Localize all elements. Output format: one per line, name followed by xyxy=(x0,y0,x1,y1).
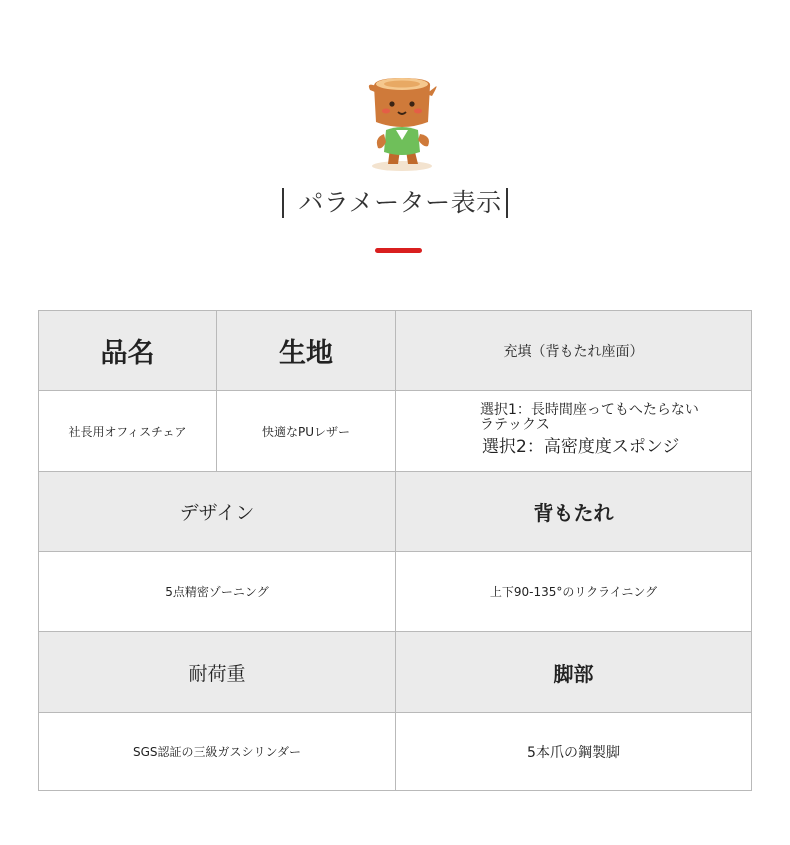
fabric-label: 生地 xyxy=(217,311,396,391)
parameter-table xyxy=(38,310,752,791)
filling-option-2: 選択2：高密度度スポンジ xyxy=(482,437,680,457)
backrest-label: 背もたれ xyxy=(396,472,751,552)
page-title: パラメーター表示 xyxy=(282,188,507,218)
load-label: 耐荷重 xyxy=(39,632,396,713)
title-underline xyxy=(375,248,422,253)
legs-value: 5本爪の鋼製脚 xyxy=(396,713,751,790)
title-container xyxy=(0,188,790,218)
design-label: デザイン xyxy=(39,472,396,552)
product-name-label: 品名 xyxy=(39,311,217,391)
filling-options xyxy=(396,391,751,472)
fabric-value: 快適なPUレザー xyxy=(217,391,396,472)
design-value: 5点精密ゾーニング xyxy=(39,552,396,632)
mascot-icon xyxy=(362,76,442,174)
product-name-value: 社長用オフィスチェア xyxy=(39,391,217,472)
legs-label: 脚部 xyxy=(396,632,751,713)
filling-option-1-line2: ラテックス xyxy=(480,417,550,433)
load-value: SGS認証の三級ガスシリンダー xyxy=(39,713,396,790)
filling-option-1-line1: 選択1：長時間座ってもへたらない xyxy=(480,402,699,418)
backrest-value: 上下90-135°のリクライニング xyxy=(396,552,751,632)
filling-label: 充填（背もたれ座面） xyxy=(396,311,751,391)
